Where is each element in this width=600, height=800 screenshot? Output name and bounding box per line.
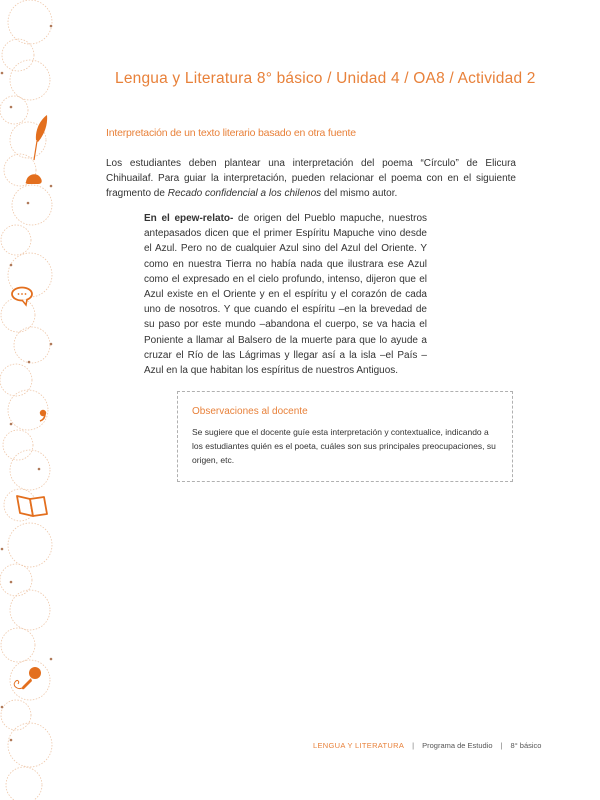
page-title: Lengua y Literatura 8° básico / Unidad 4 / OA8 / Actividad 2 <box>115 70 536 87</box>
decorative-left-border <box>0 0 62 800</box>
quoted-fragment <box>144 211 427 378</box>
intro-text: Los estudiantes deben plantear una interpretación del poema “Círculo” de Elicura Chihuailaf. Para guiar la interpretación, pueden relacionar el poema con en el siguiente fragmento de <box>106 158 516 199</box>
page-footer <box>313 741 541 750</box>
intro-paragraph <box>106 156 516 201</box>
quill-pen-icon <box>34 115 47 160</box>
intro-text-end: del mismo autor. <box>321 188 398 199</box>
work-title: Recado confidencial a los chilenos <box>167 188 322 199</box>
ink-blot-icon <box>26 174 42 184</box>
teacher-notes-box <box>177 391 513 482</box>
microphone-icon <box>14 667 41 689</box>
speech-bubble-icon <box>12 288 32 306</box>
comma-icon <box>40 410 46 421</box>
teacher-notes-text: Se sugiere que el docente guíe esta interpretación y contextualice, indicando a los estudiantes quién es el poeta, cuáles son sus principales preocupaciones, su origen, etc. <box>192 427 496 465</box>
section-heading: Interpretación de un texto literario basado en otra fuente <box>106 127 356 139</box>
footer-separator: | <box>500 741 503 750</box>
open-book-icon <box>17 496 47 516</box>
teacher-notes-title: Observaciones al docente <box>192 406 308 417</box>
footer-grade: 8° básico <box>510 741 542 750</box>
footer-program: Programa de Estudio <box>422 741 493 750</box>
footer-separator: | <box>412 741 415 750</box>
quote-body: de origen del Pueblo mapuche, nuestros antepasados dicen que el primer Espíritu Mapuche vino desde el Azul. Pero no de cualquier Azul sino del Azul del Oriente. Y como en nuestra Tierra no había nada que ilustrara ese Azul como el expresado en el cielo profundo, intenso, dijeron que el Azul existe en el Oriente y en el espíritu y el corazón de cada uno de nosotros. Y que cuando el espíritu –en la brevedad de su paso por este mundo –abandona el cuerpo, se va hacia el Poniente a llamar al Balsero de la muerte para que lo ayude a cruzar el Río de las Lágrimas y llegar así a la isla –el País –Azul en la que habitan los espíritus de nuestros Antiguos. <box>144 213 428 377</box>
footer-brand: LENGUA Y LITERATURA <box>313 741 405 750</box>
quote-lead: En el epew-relato- <box>144 213 234 224</box>
